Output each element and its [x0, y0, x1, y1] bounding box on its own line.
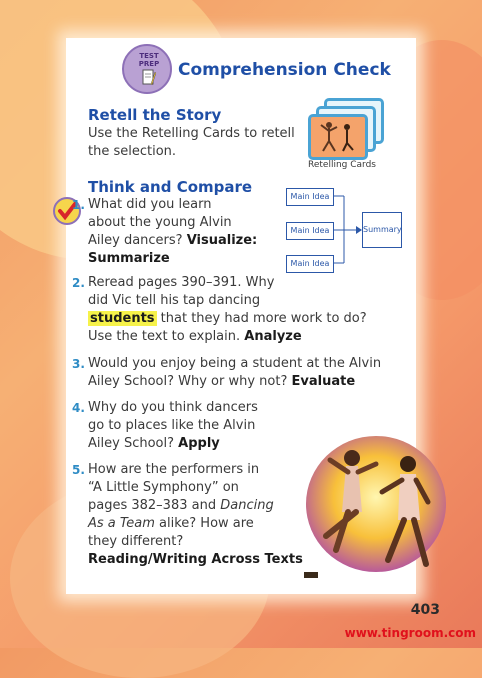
question-line: that they had more work to do? [156, 311, 367, 326]
main-idea-box: Main Idea [286, 255, 334, 273]
main-idea-box: Main Idea [286, 188, 334, 206]
dancers-illustration [296, 424, 448, 580]
pencil-icon [142, 68, 156, 86]
retell-text [88, 125, 295, 161]
book-title: As a Team [88, 516, 155, 531]
watermark-link[interactable]: www.tingroom.com [344, 626, 476, 640]
question-line: alike? How are [154, 516, 254, 531]
question-line: about the young Alvin [88, 215, 232, 230]
question-line: go to places like the Alvin [88, 418, 256, 433]
dancer-icon [311, 117, 365, 157]
question-line: they different? [88, 534, 184, 549]
retell-line: Use the Retelling Cards to retell [88, 126, 295, 141]
question-number: 2. [72, 276, 85, 290]
think-compare-heading: Think and Compare [88, 178, 253, 196]
book-title: Dancing [220, 498, 274, 513]
question-number: 5. [72, 463, 85, 477]
question-skill-tag: Visualize: [186, 233, 258, 248]
question-skill-tag: Analyze [244, 329, 302, 344]
question-line: Ailey School? Why or why not? [88, 374, 292, 389]
question-line: did Vic tell his tap dancing [88, 293, 261, 308]
question-line: Ailey School? [88, 436, 179, 451]
question-line: What did you learn [88, 197, 212, 212]
question-skill-tag: Evaluate [291, 374, 356, 389]
question-skill-tag: Apply [178, 436, 220, 451]
question-skill-tag: Summarize [88, 251, 170, 266]
question-line: Reread pages 390–391. Why [88, 275, 275, 290]
retell-heading: Retell the Story [88, 106, 222, 124]
question-3 [72, 355, 388, 391]
summary-box: Summary [362, 212, 402, 248]
page-title: Comprehension Check [178, 60, 391, 80]
question-line: Ailey dancers? [88, 233, 187, 248]
test-prep-badge-icon [122, 44, 172, 94]
question-number: 3. [72, 357, 85, 371]
question-1 [72, 196, 388, 268]
question-line: How are the performers in [88, 462, 260, 477]
question-2 [72, 274, 388, 346]
question-number: 1. [72, 198, 85, 212]
main-idea-box: Main Idea [286, 222, 334, 240]
page-header [122, 44, 391, 100]
badge-label: TEST PREP [138, 52, 160, 68]
page-number: 403 [410, 602, 440, 618]
retelling-cards-image [306, 98, 378, 158]
retelling-cards-caption: Retelling Cards [308, 160, 376, 170]
question-line: Why do you think dancers [88, 400, 258, 415]
question-line: “A Little Symphony” on [88, 480, 239, 495]
retell-line: the selection. [88, 144, 177, 159]
highlighted-word: students [90, 311, 155, 326]
question-line: Would you enjoy being a student at the Alvin [88, 356, 382, 371]
card-front [308, 114, 368, 160]
question-number: 4. [72, 401, 85, 415]
question-line: pages 382–383 and [88, 498, 221, 513]
question-skill-tag: Reading/Writing Across Texts [88, 552, 303, 567]
question-line: Use the text to explain. [88, 329, 245, 344]
